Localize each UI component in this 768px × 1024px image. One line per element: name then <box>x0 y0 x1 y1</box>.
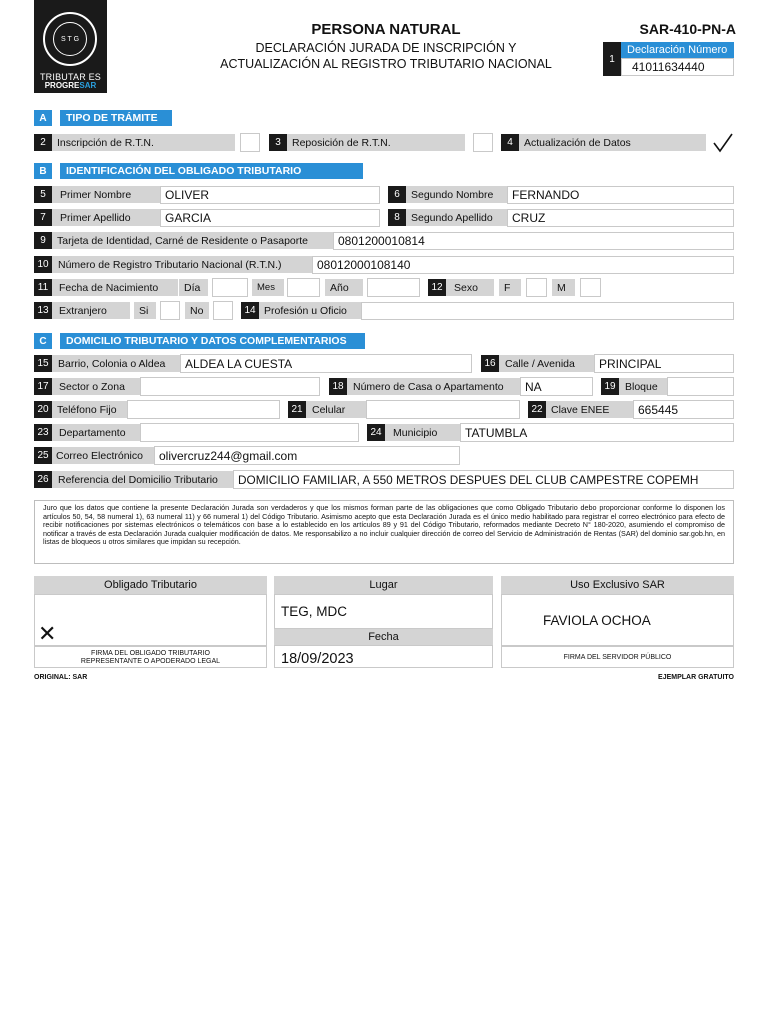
sexo-label: Sexo <box>446 279 494 296</box>
field-number: 17 <box>34 378 52 395</box>
form-title: PERSONA NATURAL <box>311 21 461 38</box>
calle-label: Calle / Avenida <box>499 355 594 372</box>
field-number: 11 <box>34 279 52 296</box>
numero-casa-label: Número de Casa o Apartamento <box>347 378 520 395</box>
checkmark-icon <box>712 132 734 154</box>
extranjero-no-checkbox[interactable] <box>213 301 233 320</box>
lugar-header: Lugar <box>274 576 493 594</box>
sar-value[interactable]: FAVIOLA OCHOA <box>501 594 734 646</box>
anio-input[interactable] <box>367 278 420 297</box>
field-number: 7 <box>34 209 52 226</box>
segundo-apellido-input[interactable]: CRUZ <box>507 209 734 227</box>
sar-header: Uso Exclusivo SAR <box>501 576 734 594</box>
sar-footer: FIRMA DEL SERVIDOR PÚBLICO <box>501 646 734 668</box>
seal-icon: S T G <box>43 12 97 66</box>
celular-input[interactable] <box>366 400 520 419</box>
profesion-input[interactable] <box>361 302 734 320</box>
field-number: 2 <box>34 134 52 151</box>
obligado-footer-2: REPRESENTANTE O APODERADO LEGAL <box>80 658 221 665</box>
logo-text-2: PROGRESAR <box>44 81 97 90</box>
field-number: 10 <box>34 256 52 273</box>
primer-apellido-label: Primer Apellido <box>52 209 160 226</box>
extranjero-no-label: No <box>185 302 209 319</box>
celular-label: Celular <box>306 401 366 418</box>
reposicion-rtn-label: Reposición de R.T.N. <box>287 134 465 151</box>
identidad-label: Tarjeta de Identidad, Carné de Residente o Pasaporte <box>52 232 333 249</box>
municipio-label: Municipio <box>385 424 460 441</box>
field-number: 13 <box>34 302 52 319</box>
field-number: 15 <box>34 355 52 372</box>
field-number: 19 <box>601 378 619 395</box>
section-a-letter: A <box>34 110 52 126</box>
field-number: 21 <box>288 401 306 418</box>
calle-input[interactable]: PRINCIPAL <box>594 354 734 373</box>
sexo-f-checkbox[interactable] <box>526 278 547 297</box>
field-number: 20 <box>34 401 52 418</box>
extranjero-si-label: Si <box>134 302 156 319</box>
bloque-label: Bloque <box>619 378 667 395</box>
section-a-title: TIPO DE TRÁMITE <box>60 110 172 126</box>
primer-apellido-input[interactable]: GARCIA <box>160 209 380 227</box>
bloque-input[interactable] <box>667 377 734 396</box>
section-c-letter: C <box>34 333 52 349</box>
referencia-input[interactable]: DOMICILIO FAMILIAR, A 550 METROS DESPUES DEL CLUB CAMPESTRE COPEMH <box>233 470 734 489</box>
extranjero-si-checkbox[interactable] <box>160 301 180 320</box>
field-number: 18 <box>329 378 347 395</box>
footer-original: ORIGINAL: SAR <box>34 674 88 681</box>
field-number: 16 <box>481 355 499 372</box>
clave-enee-input[interactable]: 665445 <box>633 400 734 419</box>
segundo-nombre-label: Segundo Nombre <box>406 186 507 203</box>
sector-label: Sector o Zona <box>52 378 140 395</box>
sector-input[interactable] <box>140 377 320 396</box>
field-number: 24 <box>367 424 385 441</box>
field-number: 5 <box>34 186 52 203</box>
municipio-input[interactable]: TATUMBLA <box>460 423 734 442</box>
declaration-number-value: 41011634440 <box>621 58 734 76</box>
departamento-input[interactable] <box>140 423 359 442</box>
clave-enee-label: Clave ENEE <box>546 401 633 418</box>
field-number: 9 <box>34 232 52 249</box>
obligado-footer <box>34 646 267 668</box>
field-number: 4 <box>501 134 519 151</box>
declaration-number-label: Declaración Número <box>621 42 734 58</box>
fecha-nacimiento-label: Fecha de Nacimiento <box>52 279 178 296</box>
rtn-label: Número de Registro Tributario Nacional (R.T.N.) <box>52 256 312 273</box>
obligado-signature-box[interactable] <box>34 594 267 646</box>
lugar-value[interactable]: TEG, MDC <box>274 594 493 629</box>
inscripcion-rtn-checkbox[interactable] <box>240 133 260 152</box>
actualizacion-datos-checkbox[interactable] <box>712 132 734 154</box>
telefono-input[interactable] <box>127 400 280 419</box>
form-code: SAR-410-PN-A <box>639 21 736 37</box>
fecha-value[interactable]: 18/09/2023 <box>274 645 493 668</box>
section-b-letter: B <box>34 163 52 179</box>
profesion-label: Profesión u Oficio <box>259 302 361 319</box>
footer-gratuito: EJEMPLAR GRATUITO <box>658 674 734 681</box>
sar-logo <box>34 0 107 93</box>
segundo-apellido-label: Segundo Apellido <box>406 209 507 226</box>
field-number: 23 <box>34 424 52 441</box>
segundo-nombre-input[interactable]: FERNANDO <box>507 186 734 204</box>
sexo-m-label: M <box>552 279 575 296</box>
correo-input[interactable]: olivercruz244@gmail.com <box>154 446 460 465</box>
anio-label: Año <box>325 279 363 296</box>
section-b-title: IDENTIFICACIÓN DEL OBLIGADO TRIBUTARIO <box>60 163 363 179</box>
fecha-header: Fecha <box>274 629 493 645</box>
reposicion-rtn-checkbox[interactable] <box>473 133 493 152</box>
sexo-m-checkbox[interactable] <box>580 278 601 297</box>
mes-label: Mes <box>252 279 284 296</box>
departamento-label: Departamento <box>52 424 140 441</box>
actualizacion-datos-label: Actualización de Datos <box>519 134 706 151</box>
correo-label: Correo Electrónico <box>52 447 154 464</box>
obligado-header: Obligado Tributario <box>34 576 267 594</box>
form-subtitle-2: ACTUALIZACIÓN AL REGISTRO TRIBUTARIO NACIONAL <box>220 57 552 71</box>
barrio-input[interactable]: ALDEA LA CUESTA <box>180 354 472 373</box>
section-c-title: DOMICILIO TRIBUTARIO Y DATOS COMPLEMENTARIOS <box>60 333 365 349</box>
field-number: 8 <box>388 209 406 226</box>
numero-casa-input[interactable]: NA <box>520 377 593 396</box>
field-number: 25 <box>34 447 52 464</box>
signature-x-mark: ✕ <box>38 621 57 646</box>
field-number: 3 <box>269 134 287 151</box>
primer-nombre-input[interactable]: OLIVER <box>160 186 380 204</box>
form-subtitle-1: DECLARACIÓN JURADA DE INSCRIPCIÓN Y <box>255 41 517 55</box>
field-number: 22 <box>528 401 546 418</box>
inscripcion-rtn-label: Inscripción de R.T.N. <box>52 134 235 151</box>
sexo-f-label: F <box>499 279 521 296</box>
declaration-text: Juro que los datos que contiene la presente Declaración Jurada son verdaderos y que los mismos forman parte de las obligaciones que como Obligado Tributario debo proporcionar conforme lo disponen los artículos 50, 54, 58 numeral 1), 63 numeral 11) y 66 numeral 1) del Código Tributario. Asimismo acepto que esta Declaración Jurada es el único medio habilitado para registrar el correo electrónico para efecto de recibir notificaciones por sistemas electrónicos o telemáticos con base a lo establecido en los artículos 89 y 91 del Código Tributario, reformados mediante Decreto N° 180-2020, asumiendo el compromiso de notificar a través de esta Declaración Jurada cualquier modificación de datos. Me responsabilizo a no incluir cualquier dirección de correo del Servicio de Administración de Rentas (SAR) del dominio sar.gob.hn, en listas de bloqueos u otros similares que impidan su recepción. <box>34 500 734 564</box>
field-number: 26 <box>34 471 52 488</box>
rtn-input[interactable]: 08012000108140 <box>312 256 734 274</box>
telefono-label: Teléfono Fijo <box>52 401 127 418</box>
mes-input[interactable] <box>287 278 320 297</box>
obligado-footer-1: FIRMA DEL OBLIGADO TRIBUTARIO <box>91 650 210 657</box>
field-number: 1 <box>603 42 621 76</box>
primer-nombre-label: Primer Nombre <box>52 186 160 203</box>
field-number: 12 <box>428 279 446 296</box>
extranjero-label: Extranjero <box>52 302 130 319</box>
field-number: 14 <box>241 302 259 319</box>
dia-input[interactable] <box>212 278 248 297</box>
identidad-input[interactable]: 0801200010814 <box>333 232 734 250</box>
field-number: 6 <box>388 186 406 203</box>
logo-text-1: TRIBUTAR ES <box>39 72 102 82</box>
referencia-label: Referencia del Domicilio Tributario <box>52 471 233 488</box>
barrio-label: Barrio, Colonia o Aldea <box>52 355 180 372</box>
dia-label: Día <box>179 279 208 296</box>
